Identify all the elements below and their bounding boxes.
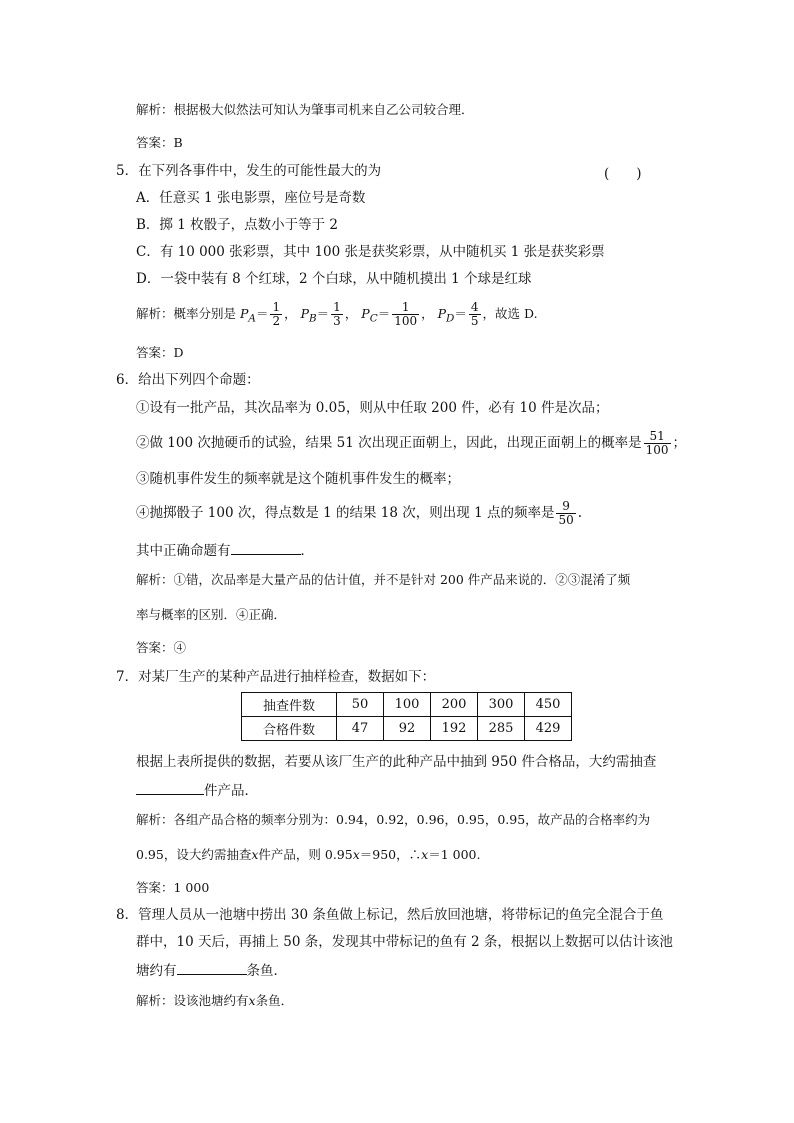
table-cell: 300 <box>478 693 525 717</box>
q5-solution: 解析：概率分别是 $P_A=$ $\frac{1}{2}$ ， $P_B=$ $\frac{1}{3}$ ， $P_C=$ $\frac{1}{100}$ ， $P_D=$ $\frac{4}{5}$ ，故选 D. <box>136 300 538 328</box>
q8-solution: 解析：设该池塘约有x条鱼． <box>136 993 294 1008</box>
q5-option-d: D．一袋中装有 8 个红球，2 个白球，从中随机摸出 1 个球是红球 <box>136 271 532 287</box>
pb-symbol: P <box>300 306 309 321</box>
q7-stem: 7．对某厂生产的某种产品进行抽样检查，数据如下： <box>116 669 436 685</box>
q6-proposition-3: ③随机事件发生的频率就是这个随机事件发生的概率； <box>136 471 460 487</box>
prev-solution: 解析：根据极大似然法可知认为肇事司机来自乙公司较合理． <box>136 102 474 117</box>
q6-answer: 答案：④ <box>136 640 187 655</box>
q5-solution-suffix: ，故选 D. <box>482 306 538 321</box>
table-cell: 50 <box>337 693 384 717</box>
q5-option-b: B．掷 1 枚骰子，点数小于等于 2 <box>136 217 338 233</box>
q6-proposition-4: ④抛掷骰子 100 次，得点数是 1 的结果 18 次，则出现 1 点的频率是 $\frac{9}{50}$ . <box>136 499 583 527</box>
q8-line-3: 塘约有 条鱼． <box>136 960 287 980</box>
p4-fraction: $\frac{9}{50}$ <box>558 499 574 527</box>
pd-fraction: $\frac{4}{5}$ <box>470 300 479 328</box>
table-cell: 450 <box>525 693 572 717</box>
q6-blank <box>231 540 301 555</box>
pc-sub: C <box>369 312 378 325</box>
q7-question-line-1: 根据上表所提供的数据，若要从该厂生产的此种产品中抽到 950 件合格品，大约需抽查 <box>136 754 657 770</box>
pb-fraction: $\frac{1}{3}$ <box>333 300 341 328</box>
prev-answer: 答案：B <box>136 135 183 150</box>
q7-question-line-2: 件产品． <box>136 780 258 800</box>
q5-solution-prefix: 解析：概率分别是 <box>136 306 237 321</box>
table-cell: 47 <box>337 717 384 741</box>
table-cell: 192 <box>431 717 478 741</box>
table-cell: 100 <box>384 693 431 717</box>
table-row <box>242 693 572 717</box>
q6-solution-line-2: 率与概率的区别．④正确． <box>136 607 287 622</box>
q7-solution-line-2: 0.95，设大约需抽查x件产品，则 0.95x＝950，∴x＝1 000. <box>136 847 481 862</box>
pd-symbol: P <box>437 306 447 321</box>
q5-stem: 5．在下列各事件中，发生的可能性最大的为 <box>116 163 382 179</box>
table-row-header: 合格件数 <box>242 717 337 741</box>
pb-sub: B <box>309 312 317 325</box>
pd-sub: D <box>446 312 455 325</box>
q7-answer: 答案：1 000 <box>136 880 210 895</box>
q7-data-table <box>241 692 572 741</box>
q8-blank <box>177 960 247 975</box>
q6-proposition-1: ①设有一批产品，其次品率为 0.05，则从中任取 200 件，必有 10 件是次品； <box>136 400 609 416</box>
q7-blank <box>136 780 204 795</box>
q6-stem: 6．给出下列四个命题： <box>116 372 260 388</box>
q6-proposition-2: ②做 100 次抛硬币的试验，结果 51 次出现正面朝上，因此，出现正面朝上的概率是 $\frac{51}{100}$ ； <box>136 429 687 457</box>
q8-line-1: 8．管理人员从一池塘中捞出 30 条鱼做上标记，然后放回池塘，将带标记的鱼完全混合于鱼 <box>116 907 664 923</box>
q6-question: 其中正确命题有 ． <box>136 540 314 560</box>
table-cell: 200 <box>431 693 478 717</box>
q5-answer: 答案：D <box>136 345 184 360</box>
q5-answer-paren: ( ) <box>604 166 642 182</box>
pa-symbol: P <box>240 306 249 321</box>
q8-line-2: 群中，10 天后，再捕上 50 条，发现其中带标记的鱼有 2 条，根据以上数据可以估计该池 <box>136 934 673 950</box>
q5-option-c: C．有 10 000 张彩票，其中 100 张是获奖彩票，从中随机买 1 张是获奖彩票 <box>136 244 605 260</box>
table-cell: 92 <box>384 717 431 741</box>
pc-fraction: $\frac{1}{100}$ <box>394 300 418 328</box>
q5-option-a: A．任意买 1 张电影票，座位号是奇数 <box>136 190 366 206</box>
pc-symbol: P <box>361 306 370 321</box>
pa-sub: A <box>248 312 256 325</box>
p2-fraction: $\frac{51}{100}$ <box>645 429 669 457</box>
q6-solution-line-1: 解析：①错，次品率是大量产品的估计值，并不是针对 200 件产品来说的．②③混淆了频 <box>136 572 631 587</box>
q7-solution-line-1: 解析：各组产品合格的频率分别为：0.94，0.92，0.96，0.95，0.95，故产品的合格率约为 <box>136 812 651 827</box>
table-row <box>242 717 572 741</box>
table-row-header: 抽查件数 <box>242 693 337 717</box>
table-cell: 429 <box>525 717 572 741</box>
pa-fraction: $\frac{1}{2}$ <box>272 300 281 328</box>
table-cell: 285 <box>478 717 525 741</box>
